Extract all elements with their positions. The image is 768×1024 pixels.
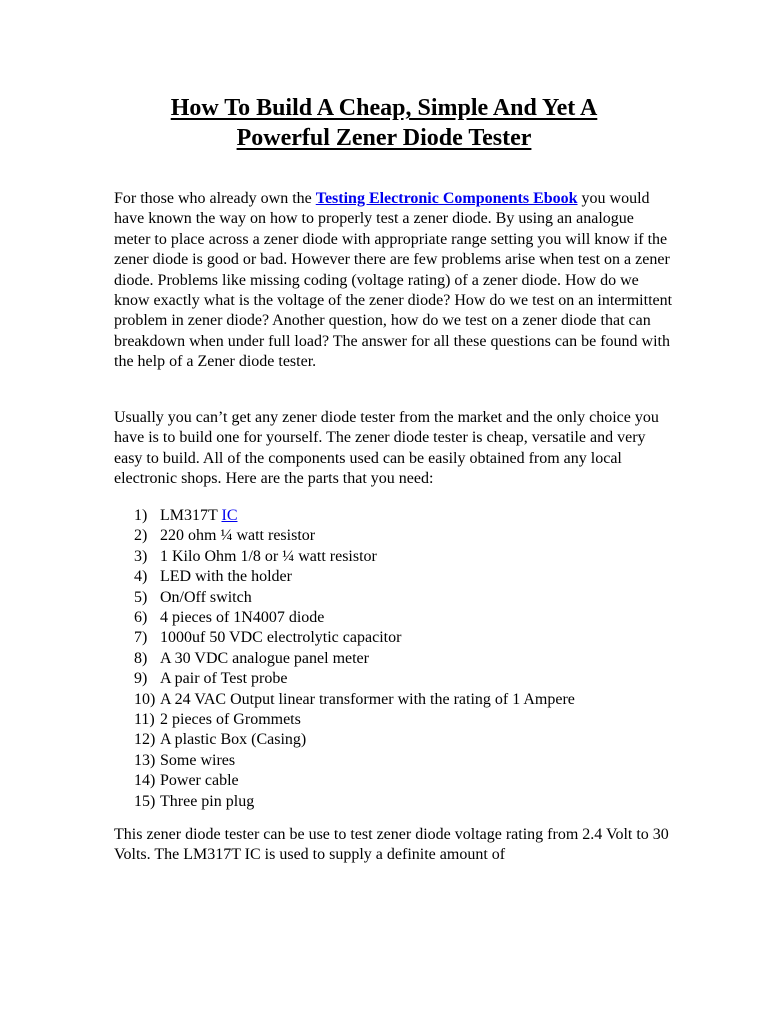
list-number: 4) — [134, 568, 148, 586]
closing-paragraph: This zener diode tester can be use to test zener diode voltage rating from 2.4 Volt to 30 Volts. The LM317T IC is used to supply a definite amount of — [114, 826, 669, 864]
list-number: 13) — [134, 751, 156, 769]
list-item-text: A 24 VAC Output linear transformer with the rating of 1 Ampere — [160, 690, 575, 708]
list-number: 15) — [134, 792, 156, 810]
list-item — [134, 588, 694, 608]
page-title — [60, 93, 708, 153]
list-item — [134, 751, 694, 771]
list-item — [134, 608, 694, 628]
list-item-text: 4 pieces of 1N4007 diode — [160, 609, 325, 627]
list-item-text: A 30 VDC analogue panel meter — [160, 649, 369, 667]
list-item-text: 1 Kilo Ohm 1/8 or ¼ watt resistor — [160, 547, 377, 565]
list-item — [134, 771, 694, 791]
list-item-text: 2 pieces of Grommets — [160, 711, 301, 729]
title-line-2: Powerful Zener Diode Tester — [236, 125, 532, 151]
intro-text-start: For those who already own the — [114, 190, 316, 207]
intro-text-rest: you would have known the way on how to properly test a zener diode. By using an analogue meter to place across a zener diode with appropriate range setting you will know if the zener diode is good or bad. However there are few problems arise when test on a zener diode. Problems like missing coding (voltage rating) of a zener diode. How do we know exactly what is the voltage of the zener diode? How do we test on an intermittent problem in zener diode? Another question, how do we test on a zener diode that can breakdown when under full load? The answer for all these questions can be found with the help of a Zener diode tester. — [114, 190, 673, 371]
list-number: 1) — [134, 507, 148, 524]
list-item — [134, 506, 694, 526]
list-item — [134, 567, 694, 587]
list-item-text: On/Off switch — [160, 588, 252, 606]
list-item — [134, 730, 694, 750]
list-number: 11) — [134, 711, 155, 729]
list-number: 14) — [134, 772, 156, 790]
list-number: 8) — [134, 649, 148, 667]
list-item-text: Some wires — [160, 751, 236, 769]
list-item-text: Three pin plug — [160, 792, 255, 810]
list-item-text: 220 ohm ¼ watt resistor — [160, 527, 316, 545]
list-item-text: 1000uf 50 VDC electrolytic capacitor — [160, 629, 402, 647]
list-number: 10) — [134, 690, 156, 708]
parts-intro-paragraph: Usually you can’t get any zener diode tester from the market and the only choice you have is to build one for yourself. The zener diode tester is cheap, versatile and very easy to build. All of the components used can be easily obtained from any local electronic shops. Here are the parts that you need: — [114, 409, 659, 488]
list-number: 7) — [134, 629, 148, 647]
list-number: 2) — [134, 527, 148, 545]
list-item — [134, 547, 694, 567]
list-item-text: LM317T IC — [160, 507, 238, 524]
intro-paragraph — [114, 189, 674, 373]
list-item-text: Power cable — [160, 772, 239, 790]
parts-list — [134, 506, 694, 812]
list-item-text: LED with the holder — [160, 568, 292, 586]
list-item-text: A plastic Box (Casing) — [160, 731, 307, 749]
list-number: 3) — [134, 547, 148, 565]
list-number: 5) — [134, 588, 148, 606]
list-item — [134, 669, 694, 689]
list-number: 12) — [134, 731, 156, 749]
ebook-link[interactable]: Testing Electronic Components Ebook — [315, 190, 578, 207]
list-item — [134, 710, 694, 730]
ic-link[interactable]: IC — [221, 507, 238, 524]
list-number: 6) — [134, 609, 148, 627]
list-item-text: A pair of Test probe — [160, 670, 288, 688]
list-item — [134, 649, 694, 669]
list-item — [134, 690, 694, 710]
list-number: 9) — [134, 670, 148, 688]
list-item — [134, 628, 694, 648]
title-line-1: How To Build A Cheap, Simple And Yet A — [170, 95, 598, 121]
list-item — [134, 792, 694, 812]
list-item — [134, 526, 694, 546]
